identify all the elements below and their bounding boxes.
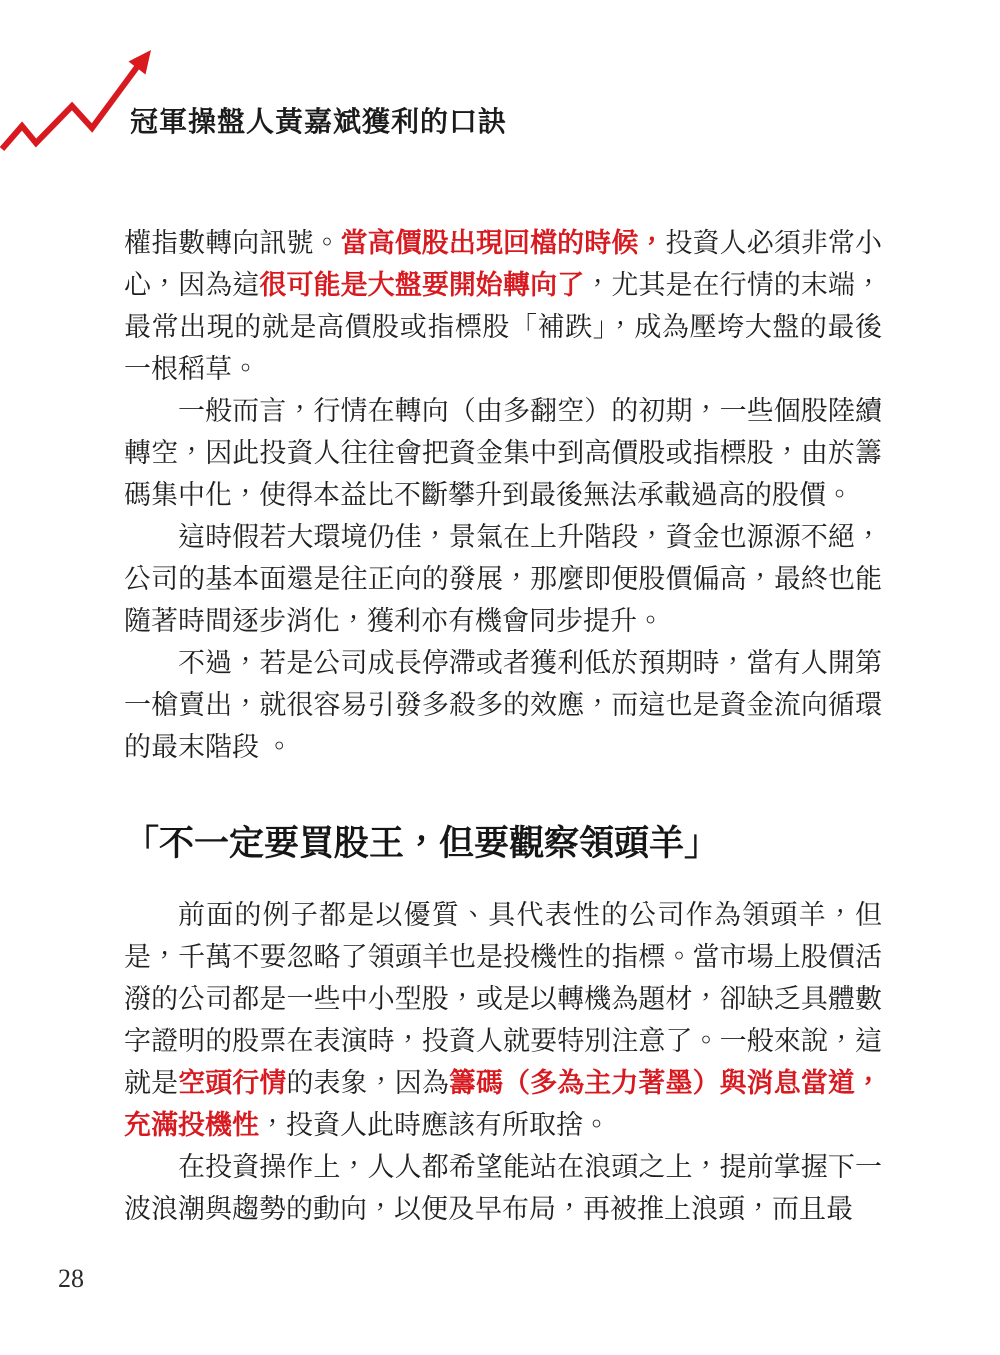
highlight-run: 空頭行情	[178, 1068, 287, 1098]
text-run: ，投資人此時應該有所取捨。	[259, 1110, 610, 1140]
paragraph-5	[124, 894, 882, 1146]
text-run: ，尤其是在行情的末端，最常出現的就是高價股或指標股「補跌」，成為壓垮大盤的最後一根稻草。	[124, 270, 883, 384]
paragraph-1	[124, 222, 882, 390]
body-text-block	[124, 222, 882, 1230]
text-run: 這時假若大環境仍佳，景氣在上升階段，資金也源源不絕，公司的基本面還是往正向的發展，那麼即便股價偏高，最終也能隨著時間逐步消化，獲利亦有機會同步提升。	[124, 522, 882, 636]
highlight-run: 當高價股出現回檔的時候，	[340, 228, 666, 258]
paragraph-6	[124, 1146, 882, 1230]
paragraph-3	[124, 516, 882, 642]
paragraph-4	[124, 642, 882, 768]
section-heading: 「不一定要買股王，但要觀察領頭羊」	[124, 824, 720, 863]
text-run: 一般而言，行情在轉向（由多翻空）的初期，一些個股陸續轉空，因此投資人往往會把資金集中到高價股或指標股，由於籌碼集中化，使得本益比不斷攀升到最後無法承載過高的股價。	[124, 396, 882, 510]
highlight-run: 很可能是大盤要開始轉向了	[259, 270, 585, 300]
text-run: 權指數轉向訊號。	[124, 228, 341, 258]
page-number: 28	[58, 1264, 84, 1293]
rising-arrow-logo	[0, 28, 170, 168]
text-run: 投資人必須非常小心，因為這	[124, 228, 883, 300]
zigzag-arrow-icon	[0, 28, 170, 168]
text-run: 前面的例子都是以優質、具代表性的公司作為領頭羊，但是，千萬不要忽略了領頭羊也是投機性的指標。當市場上股價活潑的公司都是一些中小型股，或是以轉機為題材，卻缺乏具體數字證明的股票在表演時，投資人就要特別注意了。一般來說，這就是	[124, 900, 882, 1098]
paragraph-2	[124, 390, 882, 516]
running-head-title: 冠軍操盤人黃嘉斌獲利的口訣	[130, 107, 508, 138]
text-run: 不過，若是公司成長停滯或者獲利低於預期時，當有人開第一槍賣出，就很容易引發多殺多的效應，而這也是資金流向循環的最末階段 。	[124, 648, 882, 762]
text-run: 的表象，因為	[286, 1068, 449, 1098]
text-run: 在投資操作上，人人都希望能站在浪頭之上，提前掌握下一波浪潮與趨勢的動向，以便及早布局，再被推上浪頭，而且最	[124, 1152, 882, 1224]
highlight-run: 籌碼（多為主力著墨）與消息當道，充滿投機性	[124, 1068, 883, 1140]
